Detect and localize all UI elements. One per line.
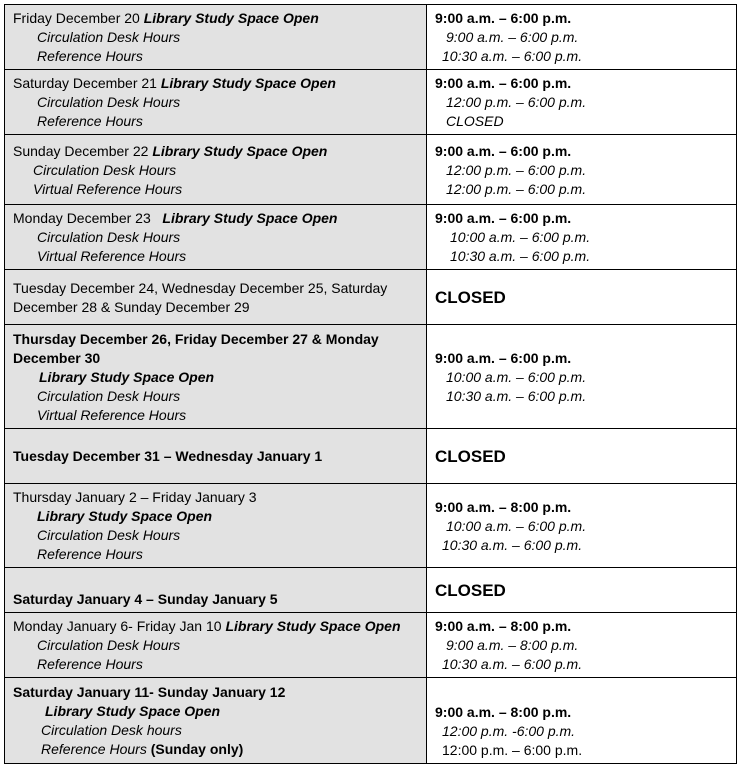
table-row	[5, 70, 737, 135]
table-row	[5, 205, 737, 270]
study-space-hours: 9:00 a.m. – 6:00 p.m.	[435, 10, 572, 26]
table-row	[5, 678, 737, 764]
circulation-label: Circulation Desk Hours	[37, 637, 181, 653]
table-row	[5, 429, 737, 484]
circulation-hours: 12:00 p.m. – 6:00 p.m.	[446, 94, 587, 110]
date-label: Sunday December 22	[13, 142, 149, 159]
circulation-hours: 12:00 p.m. – 6:00 p.m.	[446, 161, 587, 178]
virtual-reference-label: Virtual Reference Hours	[37, 406, 187, 423]
circulation-label: Circulation Desk Hours	[37, 387, 181, 404]
table-row	[5, 484, 737, 568]
date-label: Monday January 6- Friday Jan 10	[13, 618, 222, 634]
date-cell	[5, 135, 427, 205]
date-label: Saturday January 4 – Sunday January 5	[13, 591, 278, 607]
virtual-reference-label: Virtual Reference Hours	[37, 248, 187, 264]
date-label: Friday December 20	[13, 10, 140, 26]
date-cell	[5, 5, 427, 70]
table-row	[5, 613, 737, 678]
study-space-label: Library Study Space Open	[143, 10, 319, 26]
circulation-hours: 10:00 a.m. – 6:00 p.m.	[446, 368, 587, 385]
circulation-hours: 10:00 a.m. – 6:00 p.m.	[446, 517, 587, 534]
date-cell	[5, 568, 427, 613]
study-space-label: Library Study Space Open	[152, 142, 328, 159]
date-label: Saturday December 21	[13, 75, 157, 91]
date-label: Thursday January 2 – Friday January 3	[13, 489, 257, 505]
study-space-hours: 9:00 a.m. – 6:00 p.m.	[435, 142, 572, 159]
holiday-hours-table	[4, 4, 737, 764]
virtual-reference-label: Virtual Reference Hours	[33, 180, 183, 197]
circulation-label: Circulation Desk Hours	[33, 161, 177, 178]
study-space-hours: 9:00 a.m. – 8:00 p.m.	[435, 498, 572, 515]
virtual-reference-hours: 12:00 p.m. – 6:00 p.m.	[446, 180, 587, 197]
date-label: Saturday January 11- Sunday January 12	[13, 684, 286, 700]
reference-hours: 10:30 a.m. – 6:00 p.m.	[442, 536, 583, 553]
hours-cell	[427, 5, 737, 70]
table-row	[5, 5, 737, 70]
virtual-reference-hours: 10:30 a.m. – 6:00 p.m.	[446, 387, 587, 404]
circulation-hours: 10:00 a.m. – 6:00 p.m.	[450, 229, 591, 245]
virtual-reference-hours: 10:30 a.m. – 6:00 p.m.	[450, 248, 591, 264]
table-row	[5, 325, 737, 429]
hours-cell	[427, 70, 737, 135]
study-space-label: Library Study Space Open	[37, 508, 213, 524]
date-cell	[5, 270, 427, 325]
date-cell	[5, 484, 427, 568]
table-row	[5, 270, 737, 325]
hours-cell	[427, 613, 737, 678]
hours-cell	[427, 429, 737, 484]
date-cell	[5, 678, 427, 764]
study-space-label: Library Study Space Open	[45, 703, 221, 719]
hours-cell	[427, 678, 737, 764]
reference-label: Reference Hours	[37, 48, 143, 64]
hours-cell	[427, 205, 737, 270]
circulation-hours: 12:00 p.m. -6:00 p.m.	[442, 723, 576, 739]
date-cell	[5, 205, 427, 270]
reference-label: Reference Hours	[41, 741, 147, 757]
date-cell	[5, 613, 427, 678]
circulation-label: Circulation Desk hours	[41, 722, 182, 738]
reference-label: Reference Hours	[37, 546, 143, 562]
reference-hours: 12:00 p.m. – 6:00 p.m.	[442, 742, 583, 758]
circulation-hours: 9:00 a.m. – 6:00 p.m.	[446, 29, 579, 45]
circulation-label: Circulation Desk Hours	[37, 527, 181, 543]
study-space-hours: 9:00 a.m. – 6:00 p.m.	[435, 75, 572, 91]
circulation-hours: 9:00 a.m. – 8:00 p.m.	[446, 637, 579, 653]
date-label-continued: December 30	[13, 349, 101, 366]
closed-status: CLOSED	[435, 581, 506, 600]
sunday-only-note: (Sunday only)	[150, 741, 244, 757]
date-label: Tuesday December 24, Wednesday December 25, Saturday	[13, 279, 388, 296]
date-cell	[5, 429, 427, 484]
study-space-hours: 9:00 a.m. – 8:00 p.m.	[435, 704, 572, 720]
table-row	[5, 135, 737, 205]
closed-status: CLOSED	[435, 447, 506, 466]
date-label: Thursday December 26, Friday December 27 & Monday	[13, 330, 379, 347]
circulation-label: Circulation Desk Hours	[37, 94, 181, 110]
table-row	[5, 568, 737, 613]
hours-cell	[427, 135, 737, 205]
reference-hours: 10:30 a.m. – 6:00 p.m.	[442, 656, 583, 672]
date-label-continued: December 28 & Sunday December 29	[13, 298, 250, 315]
reference-label: Reference Hours	[37, 656, 143, 672]
study-space-label: Library Study Space Open	[225, 618, 401, 634]
hours-cell	[427, 325, 737, 429]
study-space-label: Library Study Space Open	[162, 210, 338, 226]
date-label: Monday December 23	[13, 210, 151, 226]
circulation-label: Circulation Desk Hours	[37, 229, 181, 245]
study-space-label: Library Study Space Open	[39, 368, 215, 385]
date-label: Tuesday December 31 – Wednesday January 1	[13, 448, 323, 464]
reference-label: Reference Hours	[37, 113, 143, 129]
study-space-hours: 9:00 a.m. – 6:00 p.m.	[435, 210, 572, 226]
hours-cell	[427, 484, 737, 568]
hours-cell	[427, 568, 737, 613]
hours-cell	[427, 270, 737, 325]
date-cell	[5, 70, 427, 135]
reference-hours: 10:30 a.m. – 6:00 p.m.	[442, 48, 583, 64]
date-cell	[5, 325, 427, 429]
reference-hours: CLOSED	[446, 113, 504, 129]
study-space-label: Library Study Space Open	[160, 75, 336, 91]
closed-status: CLOSED	[435, 288, 506, 307]
study-space-hours: 9:00 a.m. – 8:00 p.m.	[435, 618, 572, 634]
study-space-hours: 9:00 a.m. – 6:00 p.m.	[435, 349, 572, 366]
circulation-label: Circulation Desk Hours	[37, 29, 181, 45]
